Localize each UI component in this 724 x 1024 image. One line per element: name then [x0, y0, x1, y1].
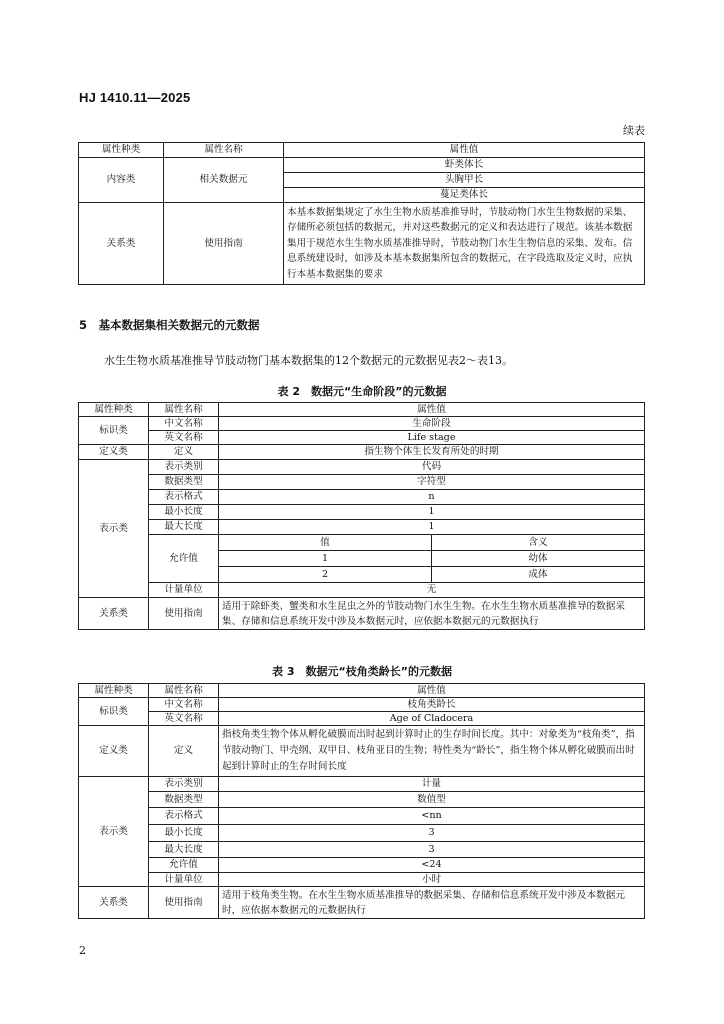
table-row — [79, 490, 645, 505]
allowed-meaning-cell: 成体 — [432, 567, 645, 583]
table-row — [79, 460, 645, 475]
attr-value-cell: 1 — [219, 505, 645, 520]
table-row — [79, 825, 645, 842]
attr-value-cell: 适用于除虾类、蟹类和水生昆虫之外的节肢动物门水生生物。在水生生物水质基准推导的数据采集、存储和信息系统开发中涉及本数据元时，应依据本数据元的元数据执行 — [219, 598, 645, 630]
attr-name-cell: 表示格式 — [149, 808, 219, 825]
category-cell: 关系类 — [79, 887, 149, 919]
table-cladocera-age — [78, 683, 645, 919]
attr-value-cell: 小时 — [219, 873, 645, 887]
table-row — [79, 887, 645, 919]
attr-name-cell: 使用指南 — [149, 598, 219, 630]
table-header-row — [79, 143, 645, 158]
category-cell: 定义类 — [79, 445, 149, 460]
table-row — [79, 777, 645, 792]
allowed-value-cell: 2 — [219, 567, 432, 583]
attr-name-cell: 表示类别 — [149, 777, 219, 792]
table-continued — [78, 142, 645, 285]
continued-label: 续表 — [623, 124, 645, 137]
attr-name-cell: 数据类型 — [149, 475, 219, 490]
attr-value-cell: 适用于枝角类生物。在水生生物水质基准推导的数据采集、存储和信息系统开发中涉及本数据元时，应依据本数据元的元数据执行 — [219, 887, 645, 919]
table-row — [79, 808, 645, 825]
attr-value-cell: 1 — [219, 520, 645, 535]
attr-name-cell: 最大长度 — [149, 842, 219, 858]
allowed-head-cell: 含义 — [432, 535, 645, 551]
table-caption: 表 3 数据元“枝角类龄长”的元数据 — [272, 665, 452, 678]
table-row — [79, 203, 645, 285]
attr-name-cell: 英文名称 — [149, 431, 219, 445]
category-cell: 定义类 — [79, 726, 149, 777]
table-row — [79, 858, 645, 873]
attr-value-cell: 数值型 — [219, 792, 645, 808]
header-cell: 属性名称 — [149, 684, 219, 698]
table-life-stage — [78, 402, 645, 630]
allowed-meaning-cell: 幼体 — [432, 551, 645, 567]
attr-value-cell: 计量 — [219, 777, 645, 792]
allowed-value-cell: 1 — [219, 551, 432, 567]
attr-value-cell: 生命阶段 — [219, 417, 645, 431]
category-cell: 表示类 — [79, 777, 149, 887]
header-cell: 属性值 — [219, 403, 645, 417]
table-row — [79, 726, 645, 777]
category-cell: 表示类 — [79, 460, 149, 598]
attr-name-cell: 中文名称 — [149, 698, 219, 712]
attr-value-cell: 本基本数据集规定了水生生物水质基准推导时，节肢动物门水生生物数据的采集、存储所必须包括的数据元，并对这些数据元的定义和表达进行了规范。该基本数据集用于规范水生生物水质基准推导时，节肢动物门水生生物信息的采集、发布。信息系统建设时，如涉及本基本数据集所包含的数据元，在字段选取及定义时，应执行本基本数据集的要求 — [284, 203, 645, 285]
attr-name-cell: 计量单位 — [149, 873, 219, 887]
attr-value-cell: 蔓足类体长 — [284, 188, 645, 203]
attr-value-cell: Life stage — [219, 431, 645, 445]
header-cell: 属性种类 — [79, 403, 149, 417]
table-row — [79, 158, 645, 173]
table-caption: 表 2 数据元“生命阶段”的元数据 — [277, 385, 447, 398]
attr-value-cell: 指枝角类生物个体从孵化破膜而出时起到计算时止的生存时间长度。其中：对象类为“枝角类”，指节肢动物门、甲壳纲、双甲目、枝角亚目的生物；特性类为“龄长”，指生物个体从孵化破膜而出时起到计算时止的生存时间长度 — [219, 726, 645, 777]
attr-name-cell: 表示格式 — [149, 490, 219, 505]
category-cell: 关系类 — [79, 598, 149, 630]
table-row — [79, 792, 645, 808]
attr-value-cell: 枝角类龄长 — [219, 698, 645, 712]
attr-value-cell: <nn — [219, 808, 645, 825]
attr-value-cell: 无 — [219, 583, 645, 598]
table-row — [79, 520, 645, 535]
category-cell: 关系类 — [79, 203, 164, 285]
attr-value-cell: <24 — [219, 858, 645, 873]
attr-name-cell: 允许值 — [149, 858, 219, 873]
category-cell: 标识类 — [79, 698, 149, 726]
attr-name-cell: 允许值 — [149, 535, 219, 583]
section-heading: 5 基本数据集相关数据元的元数据 — [79, 318, 260, 332]
table-row — [79, 873, 645, 887]
attr-name-cell: 计量单位 — [149, 583, 219, 598]
document-code: HJ 1410.11—2025 — [79, 90, 191, 105]
table-row — [79, 417, 645, 431]
attr-name-cell: 中文名称 — [149, 417, 219, 431]
attr-name-cell: 数据类型 — [149, 792, 219, 808]
attr-value-cell: n — [219, 490, 645, 505]
attr-name-cell: 表示类别 — [149, 460, 219, 475]
attr-value-cell: 头胸甲长 — [284, 173, 645, 188]
attr-name-cell: 定义 — [149, 726, 219, 777]
table-row — [79, 535, 645, 551]
header-cell: 属性名称 — [164, 143, 284, 158]
table-row — [79, 583, 645, 598]
attr-value-cell: 3 — [219, 825, 645, 842]
table-header-row — [79, 403, 645, 417]
attr-name-cell: 最大长度 — [149, 520, 219, 535]
attr-value-cell: 指生物个体生长发育所处的时期 — [219, 445, 645, 460]
attr-name-cell: 英文名称 — [149, 712, 219, 726]
table-row — [79, 505, 645, 520]
category-cell: 标识类 — [79, 417, 149, 445]
allowed-head-cell: 值 — [219, 535, 432, 551]
attr-name-cell: 使用指南 — [149, 887, 219, 919]
page-number: 2 — [79, 944, 86, 957]
table-row — [79, 431, 645, 445]
table-row — [79, 598, 645, 630]
attr-name-cell: 相关数据元 — [164, 158, 284, 203]
header-cell: 属性种类 — [79, 143, 164, 158]
header-cell: 属性值 — [219, 684, 645, 698]
attr-name-cell: 使用指南 — [164, 203, 284, 285]
table-header-row — [79, 684, 645, 698]
header-cell: 属性名称 — [149, 403, 219, 417]
attr-value-cell: 代码 — [219, 460, 645, 475]
category-cell: 内容类 — [79, 158, 164, 203]
attr-name-cell: 最小长度 — [149, 505, 219, 520]
header-cell: 属性种类 — [79, 684, 149, 698]
table-row — [79, 712, 645, 726]
attr-value-cell: Age of Cladocera — [219, 712, 645, 726]
table-row — [79, 475, 645, 490]
attr-name-cell: 最小长度 — [149, 825, 219, 842]
attr-value-cell: 虾类体长 — [284, 158, 645, 173]
attr-value-cell: 3 — [219, 842, 645, 858]
header-cell: 属性值 — [284, 143, 645, 158]
table-row — [79, 698, 645, 712]
table-row — [79, 445, 645, 460]
table-row — [79, 842, 645, 858]
attr-name-cell: 定义 — [149, 445, 219, 460]
attr-value-cell: 字符型 — [219, 475, 645, 490]
paragraph: 水生生物水质基准推导节肢动物门基本数据集的12个数据元的元数据见表2～表13。 — [104, 354, 513, 367]
